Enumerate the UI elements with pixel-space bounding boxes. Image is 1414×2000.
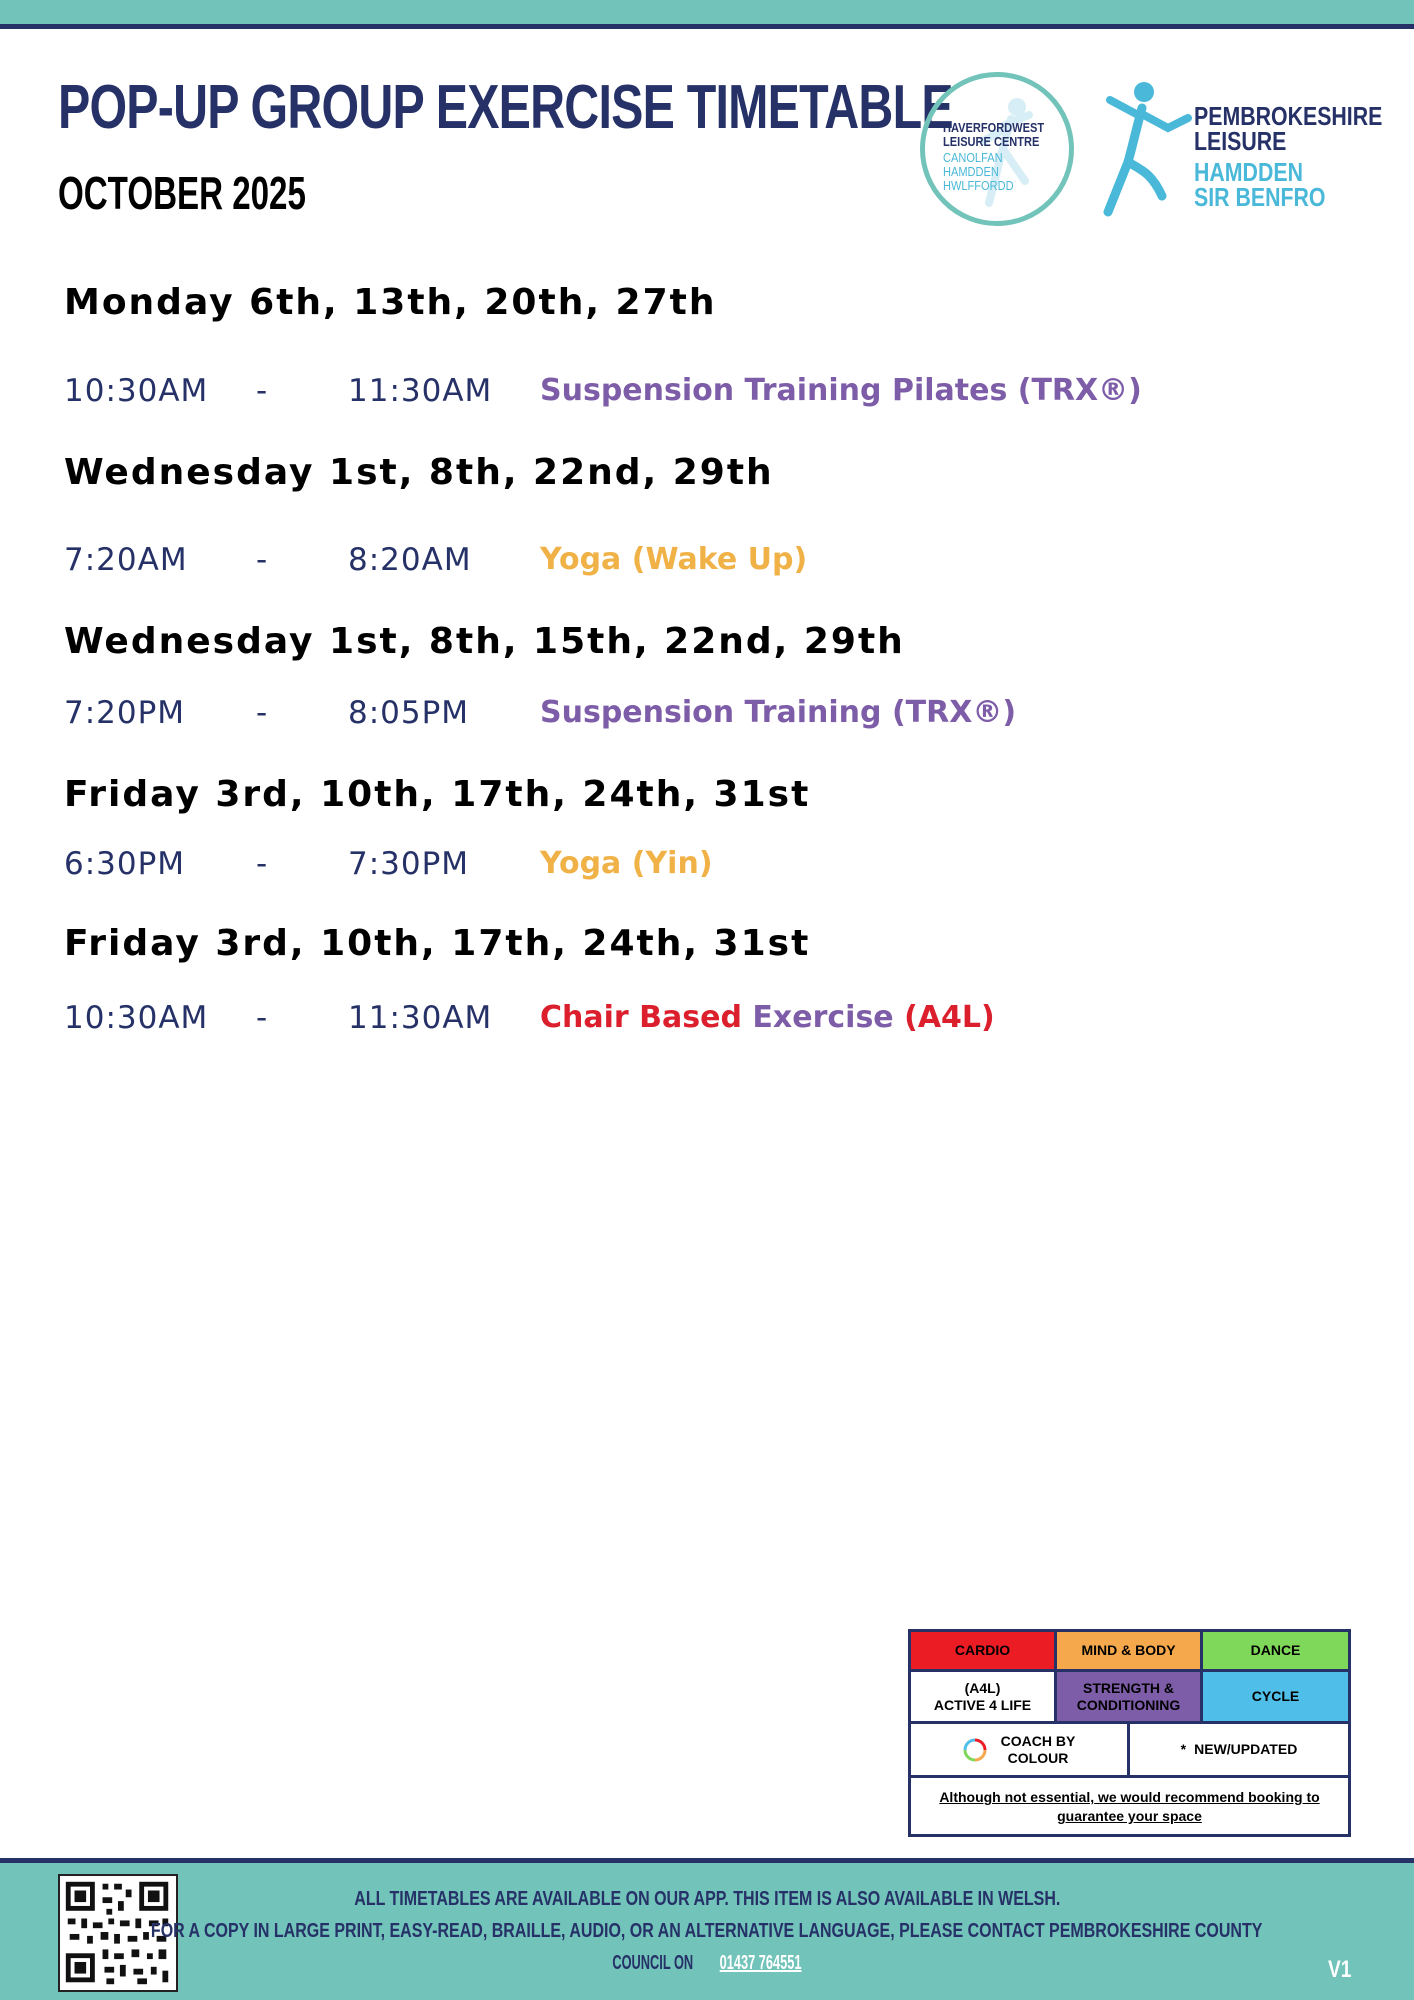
day-heading: Wednesday 1st, 8th, 22nd, 29th (64, 452, 774, 493)
class-name: Yoga (Wake Up) (540, 542, 808, 577)
class-name-part: Exercise (752, 1000, 894, 1035)
end-time: 11:30AM (348, 1000, 493, 1036)
pembrokeshire-leisure-logo (1102, 78, 1383, 228)
legend-row (911, 1672, 1348, 1724)
day-heading: Monday 6th, 13th, 20th, 27th (64, 282, 717, 323)
coach-line2: COLOUR (1007, 1749, 1069, 1766)
time-separator: - (256, 1000, 269, 1036)
start-time: 10:30AM (64, 373, 209, 409)
top-color-band (0, 0, 1414, 24)
footer-council-line (0, 1952, 1414, 1975)
class-name-part: (A4L) (904, 1000, 995, 1035)
legend-strength-line2: CONDITIONING (1076, 1696, 1181, 1713)
end-time: 8:20AM (348, 542, 472, 578)
start-time: 7:20AM (64, 542, 188, 578)
start-time: 7:20PM (64, 695, 186, 731)
legend-strength-line1: STRENGTH & (1083, 1679, 1174, 1696)
new-updated-label: NEW/UPDATED (1194, 1741, 1298, 1757)
page-subtitle: OCTOBER 2025 (58, 167, 306, 219)
org-name-cy: HAMDDEN SIR BENFRO (1194, 157, 1326, 212)
day-heading: Friday 3rd, 10th, 17th, 24th, 31st (64, 774, 811, 815)
org-name-en: PEMBROKESHIRE LEISURE (1194, 101, 1383, 156)
footer-line1: ALL TIMETABLES ARE AVAILABLE ON OUR APP. THIS ITEM IS ALSO AVAILABLE IN WELSH. (353, 1888, 1061, 1910)
legend-mind-body: MIND & BODY (1057, 1632, 1203, 1669)
end-time: 7:30PM (348, 846, 470, 882)
time-separator: - (256, 373, 269, 409)
end-time: 11:30AM (348, 373, 493, 409)
class-name: Suspension Training Pilates (TRX®) (540, 373, 1142, 408)
end-time: 8:05PM (348, 695, 470, 731)
top-divider (0, 24, 1414, 29)
legend-strength (1057, 1672, 1203, 1721)
footer-line2: FOR A COPY IN LARGE PRINT, EASY-READ, BRAILLE, AUDIO, OR AN ALTERNATIVE LANGUAGE, PLEASE CONTACT PEMBROKESHIRE COUNTY (151, 1920, 1263, 1942)
footer-line3: COUNCIL ON (612, 1952, 694, 1974)
legend-cycle: CYCLE (1203, 1672, 1348, 1721)
class-name-part: Chair Based (540, 1000, 742, 1035)
page-title: POP-UP GROUP EXERCISE TIMETABLE (58, 73, 953, 142)
footer-contact-notice (0, 1920, 1414, 1943)
time-separator: - (256, 846, 269, 882)
time-separator: - (256, 695, 269, 731)
leisure-centre-logo (920, 72, 1074, 226)
class-name: Suspension Training (TRX®) (540, 695, 1017, 730)
coach-by-colour-icon (963, 1738, 987, 1762)
phone-link[interactable]: 01437 764551 (719, 1952, 802, 1974)
start-time: 6:30PM (64, 846, 186, 882)
footer-app-notice (0, 1888, 1414, 1911)
time-separator: - (256, 542, 269, 578)
coach-by-colour-label (1001, 1733, 1076, 1767)
legend-new-updated (1130, 1724, 1348, 1775)
legend-row (911, 1632, 1348, 1672)
start-time: 10:30AM (64, 1000, 209, 1036)
legend-a4l-label: ACTIVE 4 LIFE (933, 1696, 1032, 1713)
jumping-figure-icon (1102, 78, 1194, 218)
legend-coach-by-colour (911, 1724, 1130, 1775)
legend-row (911, 1724, 1348, 1778)
version-label: V1 (1328, 1956, 1352, 1983)
day-heading: Friday 3rd, 10th, 17th, 24th, 31st (64, 923, 811, 964)
booking-note: Although not essential, we would recommend booking to guarantee your space (939, 1789, 1320, 1824)
day-heading: Wednesday 1st, 8th, 15th, 22nd, 29th (64, 621, 905, 662)
leisure-centre-name-cy: CANOLFAN HAMDDEN HWLFFORDD (943, 150, 1014, 193)
legend-active-4-life (911, 1672, 1057, 1721)
legend-a4l-abbrev: (A4L) (964, 1679, 1001, 1696)
footer-council-text (602, 1952, 812, 1975)
leisure-centre-name-en: HAVERFORDWEST LEISURE CENTRE (943, 120, 1045, 149)
legend-dance: DANCE (1203, 1632, 1348, 1669)
legend-cardio: CARDIO (911, 1632, 1057, 1669)
star-icon: * (1180, 1741, 1187, 1757)
class-name (540, 1000, 995, 1035)
category-legend (908, 1629, 1351, 1837)
class-name: Yoga (Yin) (540, 846, 713, 881)
coach-line1: COACH BY (1000, 1732, 1076, 1749)
